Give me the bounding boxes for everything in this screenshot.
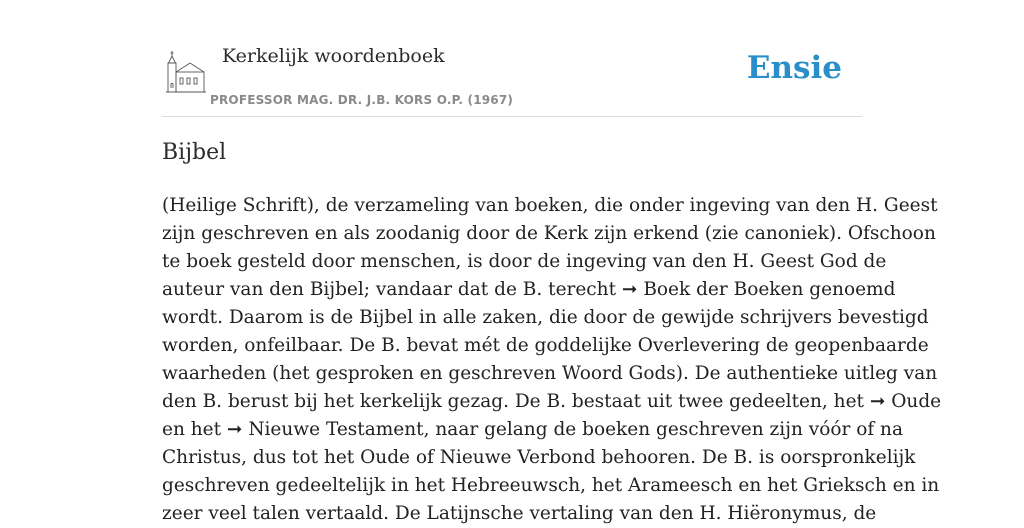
body-line: (Heilige Schrift), de verzameling van boeken, die onder ingeving van den H. Geest <box>162 195 938 216</box>
xref-label: Oude <box>891 391 942 412</box>
book-author: PROFESSOR MAG. DR. J.B. KORS O.P. (1967) <box>210 93 514 107</box>
entry-title: Bijbel <box>162 140 227 165</box>
body-text: genoemd <box>803 279 896 300</box>
body-line: Christus, dus tot het Oude of Nieuwe Verbond behooren. De B. is oorspronkelijk <box>162 447 916 468</box>
body-line: zijn geschreven en als zoodanig door de Kerk zijn erkend (zie canoniek). Ofschoon <box>162 223 936 244</box>
xref-oude-testament[interactable] <box>870 391 941 412</box>
body-text: en het <box>162 419 227 440</box>
xref-boek-der-boeken[interactable] <box>622 279 803 300</box>
arrow-right-icon: ➞ <box>226 419 243 440</box>
church-icon <box>166 50 206 94</box>
xref-label: Boek der Boeken <box>643 279 804 300</box>
body-line <box>162 276 896 304</box>
ensie-logo-link[interactable]: Ensie <box>746 50 842 86</box>
arrow-right-icon: ➞ <box>621 279 638 300</box>
xref-label: Nieuwe Testament <box>248 419 424 440</box>
xref-nieuwe-testament[interactable] <box>227 419 424 440</box>
book-header <box>162 0 862 117</box>
body-line <box>162 416 904 444</box>
body-line: geschreven gedeeltelijk in het Hebreeuwsch, het Arameesch en het Grieksch en in <box>162 475 940 496</box>
body-line: wordt. Daarom is de Bijbel in alle zaken, die door de gewijde schrijvers bevestigd <box>162 307 929 328</box>
arrow-right-icon: ➞ <box>869 391 886 412</box>
body-text: , naar gelang de boeken geschreven zijn vóór of na <box>423 419 904 440</box>
body-line: zeer veel talen vertaald. De Latijnsche vertaling van den H. Hiëronymus, de <box>162 503 877 524</box>
body-line: te boek gesteld door menschen, is door de ingeving van den H. Geest God de <box>162 251 887 272</box>
body-text: auteur van den Bijbel; vandaar dat de B. terecht <box>162 279 622 300</box>
body-line: worden, onfeilbaar. De B. bevat mét de goddelijke Overlevering de geopenbaarde <box>162 335 929 356</box>
body-text: den B. berust bij het kerkelijk gezag. De B. bestaat uit twee gedeelten, het <box>162 391 870 412</box>
body-line <box>162 388 942 416</box>
body-line: waarheden (het gesproken en geschreven Woord Gods). De authentieke uitleg van <box>162 363 938 384</box>
book-title[interactable]: Kerkelijk woordenboek <box>222 45 445 67</box>
entry-body <box>162 192 942 528</box>
